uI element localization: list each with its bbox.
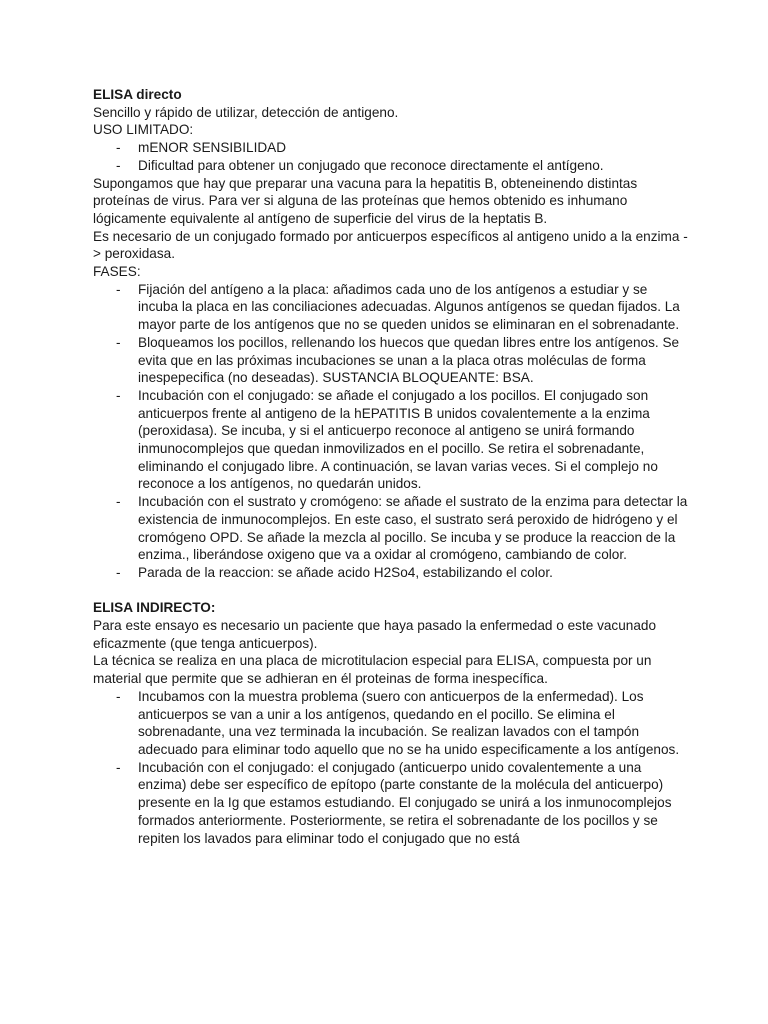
paragraph: La técnica se realiza en una placa de microtitulacion especial para ELISA, compuesta por un material que permite que se adhieran en él proteinas de forma inespecífica. [93,653,652,687]
indirect-steps-list [93,688,688,847]
paragraph: Es necesario de un conjugado formado por anticuerpos específicos al antigeno unido a la enzima -> peroxidasa. [93,228,688,262]
phases-list [93,281,688,582]
list-item: - Dificultad para obtener un conjugado que reconoce directamente el antígeno. [116,157,604,173]
dash-marker: - [116,157,121,173]
list-item: - mENOR SENSIBILIDAD [116,140,287,156]
spacer [93,582,688,600]
list-item: - Incubación con el conjugado: se añade el conjugado a los pocillos. El conjugado son anticuerpos frente al antigeno de la hEPATITIS B unidos covalentemente a la enzima (peroxidasa). Se incuba, y si el anticuerpo reconoce al antigeno se unirá formando inmunocomplejos que quedan inmovilizados en el pocillo. Se retira el sobrenadante, eliminando el conjugado libre. A continuación, se lavan varias veces. Si el complejo no reconoce a los antígenos, no quedarán unidos. [116,387,658,492]
intro-text: Sencillo y rápido de utilizar, detección de antigeno. [93,104,399,120]
dash-marker: - [116,387,121,403]
paragraph: Para este ensayo es necesario un paciente que haya pasado la enfermedad o este vacunado eficazmente (que tenga anticuerpos). [93,618,657,651]
dash-marker: - [116,334,121,350]
list-item: - Bloqueamos los pocillos, rellenando los huecos que quedan libres entre los antígenos. Se evita que en las próximas incubaciones se unan a la placa otras moléculas de forma inespepecifica (no deseadas). SUSTANCIA BLOQUEANTE: BSA. [116,334,680,386]
list-item: - Incubación con el sustrato y cromógeno: se añade el sustrato de la enzima para detectar la existencia de inmunocomplejos. En este caso, el sustrato será peroxido de hidrógeno y el cromógeno OPD. Se añade la mezcla al pocillo. Se incuba y se produce la reaccion de la enzima., liberándose oxigeno que va a oxidar al cromógeno, cambiando de color. [116,494,688,563]
dash-marker: - [116,759,121,775]
section-title-elisa-indirecto: ELISA INDIRECTO: [93,600,216,616]
section-title-elisa-directo: ELISA directo [93,87,182,102]
uso-limitado-label: USO LIMITADO: [93,122,194,138]
dash-marker: - [116,281,121,297]
dash-marker: - [116,688,121,704]
list-item: - Parada de la reaccion: se añade acido H2So4, estabilizando el color. [116,564,553,580]
dash-marker: - [116,494,121,510]
list-item: - Fijación del antígeno a la placa: añadimos cada uno de los antígenos a estudiar y se incuba la placa en las conciliaciones adecuadas. Algunos antígenos se quedan fijados. La mayor parte de los antígenos que no se queden unidos se eliminaran en el sobrenadante. [116,281,680,333]
dash-marker: - [116,564,121,580]
list-item: - Incubación con el conjugado: el conjugado (anticuerpo unido covalentemente a una enzima) debe ser específico de epítopo (parte constante de la molécula del anticuerpo) presente en la Ig que estamos estudiando. El conjugado se unirá a los inmunocomplejos formados anteriormente. Posteriormente, se retira el sobrenadante de los pocillos y se repiten los lavados para eliminar todo el conjugado que no está [116,759,672,846]
fases-label: FASES: [93,264,141,280]
limited-list [93,139,688,174]
dash-marker: - [116,140,121,156]
list-item: - Incubamos con la muestra problema (suero con anticuerpos de la enfermedad). Los anticuerpos se van a unir a los antígenos, quedando en el pocillo. Se elimina el sobrenadante, una vez terminada la incubación. Se realizan lavados con el tampón adecuado para eliminar todo aquello que no se ha unido especificamente a los antígenos. [116,688,680,757]
paragraph: Supongamos que hay que preparar una vacuna para la hepatitis B, obteneinendo distintas proteínas de virus. Para ver si alguna de las proteínas que hemos obtenido es inhumano lógicamente equivalente al antígeno de superficie del virus de la heptatis B. [93,175,638,226]
